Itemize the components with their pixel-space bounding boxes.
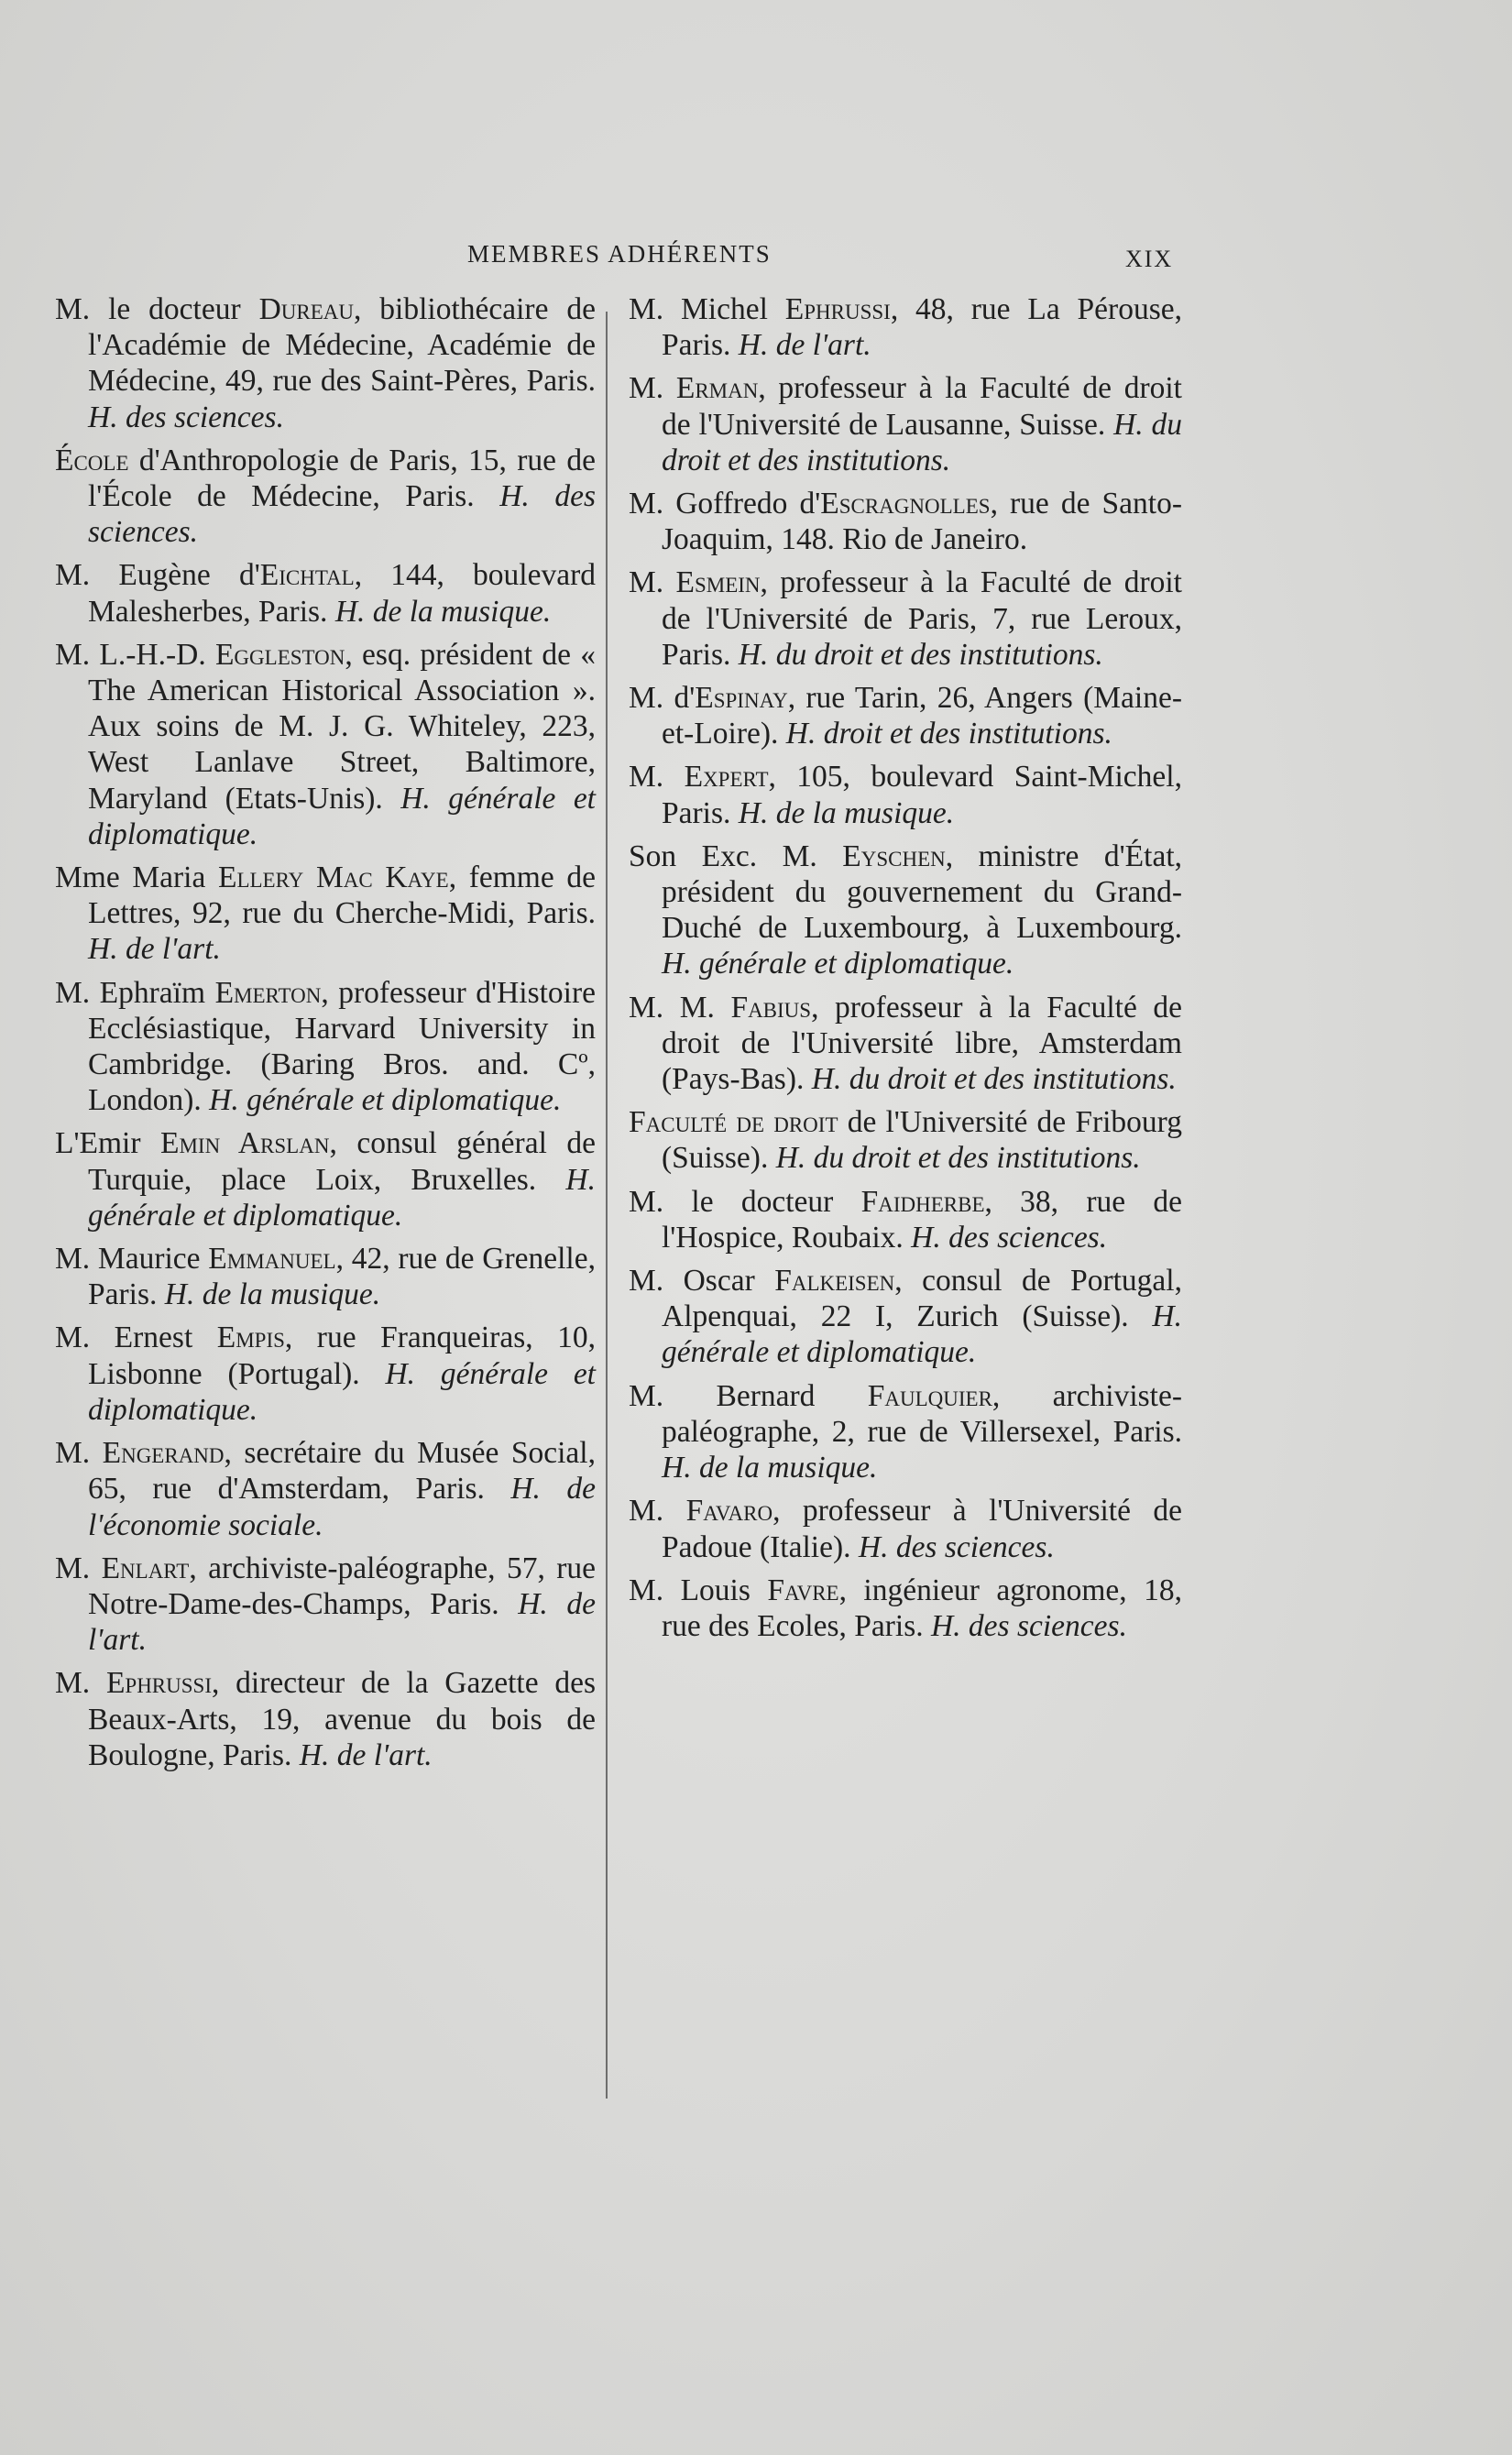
history-section: H. générale et diplomatique. [662,947,1014,981]
entry-prefix: M. le docteur [55,292,259,326]
entry-details: , ingénieur agronome, 18, rue des Ecoles, Paris. [662,1573,1182,1643]
entry-prefix: M. d' [629,681,696,716]
entry-prefix: M. [629,760,685,795]
member-name: Escragnolles [820,487,991,521]
member-entry [629,370,1182,478]
entry-details: , 48, rue La Pérouse, Paris. [662,292,1182,363]
entry-details: , rue de Santo-Joaquim, 148. Rio de Janeiro. [662,487,1182,557]
entry-prefix: L'Emir [55,1126,160,1161]
entry-prefix: M. Michel [629,292,785,326]
member-name: Ephrussi [105,1666,212,1701]
member-entry [55,1665,596,1773]
member-entry [629,1263,1182,1371]
history-section: H. du droit et des institutions. [662,407,1182,477]
member-entry [55,291,596,435]
history-section: H. de l'art. [88,1586,596,1658]
member-name: Empis [216,1321,285,1355]
member-entry [55,1125,596,1233]
entry-prefix: Son Exc. M. [629,838,843,873]
member-name: Erman [675,371,759,406]
history-section: H. générale et diplomatique. [88,781,596,851]
entry-details: , bibliothécaire de l'Académie de Médecine, Académie de Médecine, 49, rue des Saint-Pères, Paris. [88,292,596,399]
member-entry [629,486,1182,557]
member-name: Engerand [102,1436,225,1471]
member-entry [55,443,596,551]
entry-details: , archiviste-paléographe, 2, rue de Villersexel, Paris. [662,1378,1182,1449]
member-entry [629,838,1182,982]
entry-prefix: M. [629,565,676,600]
member-name: Falkeisen [774,1264,895,1299]
entry-details: de l'Université de Fribourg (Suisse). [662,1105,1182,1176]
entry-prefix: M. [55,1436,103,1471]
running-head: MEMBRES ADHÉRENTS [467,240,772,268]
entry-prefix: M. M. [629,990,731,1025]
member-entry [55,1551,596,1659]
member-entry [629,1184,1182,1255]
entry-details: d'Anthropologie de Paris, 15, rue de l'École de Médecine, Paris. [88,443,596,514]
entry-prefix: M. [55,1666,106,1701]
member-name: Eyschen [842,838,946,873]
member-name: École [55,443,129,477]
entry-details: , esq. président de « The American Historical Association ». Aux soins de M. J. G. Whiteley, 223, West Lanlave Street, Baltimore, Maryland (Etats-Unis). [88,637,596,816]
entry-prefix: M. L.-H.-D. [55,637,215,672]
member-entry [55,1320,596,1428]
entry-details: , femme de Lettres, 92, rue du Cherche-Midi, Paris. [88,860,596,931]
history-section: H. du droit et des institutions. [775,1141,1141,1176]
history-section: H. générale et diplomatique. [209,1083,562,1118]
member-name: Favre [767,1573,839,1607]
entry-details: , professeur à l'Université de Padoue (Italie). [662,1494,1182,1564]
member-entry [629,1573,1182,1644]
entry-prefix: M. Oscar [629,1264,775,1299]
history-section: H. des sciences. [930,1608,1127,1643]
member-entry [55,1241,596,1312]
history-section: H. générale et diplomatique. [662,1299,1182,1370]
entry-prefix: M. Ephraïm [55,975,215,1010]
member-name: Enlart [101,1551,190,1585]
entry-prefix: M. Bernard [629,1378,868,1413]
history-section: H. générale et diplomatique. [88,1356,596,1427]
member-entry [629,1493,1182,1564]
member-name: Emerton [214,975,322,1010]
history-section: H. droit et des institutions. [785,717,1112,751]
member-entry [55,1435,596,1543]
member-name: Dureau [258,292,354,326]
history-section: H. des sciences. [88,479,596,550]
entry-prefix: Mme Maria [55,860,218,895]
entry-prefix: M. Louis [629,1573,768,1607]
entry-prefix: M. [629,371,676,406]
entry-details: , professeur à la Faculté de droit de l'Université de Lausanne, Suisse. [662,371,1182,442]
entry-prefix: M. le docteur [629,1184,861,1219]
history-section: H. des sciences. [858,1529,1055,1564]
entry-details: , secrétaire du Musée Social, 65, rue d'Amsterdam, Paris. [88,1436,596,1507]
member-entry [629,990,1182,1098]
column-divider [606,312,608,2099]
history-section: H. de la musique. [738,795,955,830]
history-section: H. du droit et des institutions. [811,1062,1177,1097]
member-entry [629,1378,1182,1486]
entry-details: , ministre d'État, président du gouvernement du Grand-Duché de Luxembourg, à Luxembourg. [662,838,1183,946]
member-entry [55,860,596,968]
member-entry [629,291,1182,363]
entry-details: , rue Franqueiras, 10, Lisbonne (Portugal). [88,1321,596,1391]
member-name: Eichtal [259,558,355,593]
member-name: Esmein [675,565,761,600]
member-name: Eggleston [214,637,345,672]
member-name: Fabius [730,990,812,1025]
entry-details: , archiviste-paléographe, 57, rue Notre-Dame-des-Champs, Paris. [88,1551,597,1621]
member-entry [55,557,596,629]
entry-details: , directeur de la Gazette des Beaux-Arts, 19, avenue du bois de Boulogne, Paris. [88,1666,596,1772]
history-section: H. de l'économie sociale. [88,1472,596,1542]
right-column [629,291,1182,1651]
history-section: H. des sciences. [911,1220,1108,1255]
member-name: Favaro [685,1494,773,1529]
entry-prefix: M. Ernest [55,1321,217,1355]
member-name: Emin Arslan [160,1126,330,1161]
history-section: H. du droit et des institutions. [738,637,1103,672]
member-entry [629,680,1182,751]
history-section: H. de la musique. [662,1451,878,1485]
member-entry [629,1104,1182,1176]
entry-prefix: M. Eugène d' [55,558,260,593]
member-name: Ellery Mac Kaye [218,860,449,895]
entry-details: , professeur à la Faculté de droit de l'Université de Paris, 7, rue Leroux, Paris. [662,565,1182,672]
history-section: H. des sciences. [88,400,284,434]
member-name: Ephrussi [784,292,891,326]
history-section: H. de la musique. [164,1277,381,1312]
entry-details: , 38, rue de l'Hospice, Roubaix. [662,1184,1182,1255]
member-name: Faidherbe [860,1184,985,1219]
member-name: Faculté de droit [629,1105,838,1140]
history-section: H. de l'art. [738,328,871,363]
entry-prefix: M. [629,1494,686,1529]
history-section: H. de l'art. [88,932,221,967]
entry-prefix: M. Maurice [55,1242,209,1277]
entry-details: , 42, rue de Grenelle, Paris. [88,1242,596,1312]
entry-details: , professeur d'Histoire Ecclésiastique, Harvard University in Cambridge. (Baring Bros. and. Cº, London). [88,975,596,1118]
member-entry [629,564,1182,673]
entry-prefix: M. [55,1551,102,1585]
entry-details: , consul général de Turquie, place Loix, Bruxelles. [88,1126,597,1197]
history-section: H. générale et diplomatique. [88,1162,596,1233]
member-name: Espinay [695,681,788,716]
entry-prefix: M. Goffredo d' [629,487,821,521]
left-column [55,291,596,1781]
member-entry [55,637,596,852]
page-number: XIX [1125,246,1174,272]
entry-details: , rue Tarin, 26, Angers (Maine-et-Loire). [662,681,1182,751]
page-header [0,240,1512,277]
entry-details: , professeur à la Faculté de droit de l'Université libre, Amsterdam (Pays-Bas). [662,990,1183,1097]
entry-details: , 144, boulevard Malesherbes, Paris. [88,558,596,629]
entry-details: , 105, boulevard Saint-Michel, Paris. [662,760,1182,830]
entry-details: , consul de Portugal, Alpenquai, 22 I, Zurich (Suisse). [662,1264,1182,1334]
member-name: Expert [684,760,769,795]
history-section: H. de l'art. [299,1737,433,1772]
member-name: Faulquier [867,1378,992,1413]
member-name: Emmanuel [208,1242,336,1277]
member-entry [629,759,1182,830]
member-entry [55,975,596,1119]
history-section: H. de la musique. [334,594,552,629]
